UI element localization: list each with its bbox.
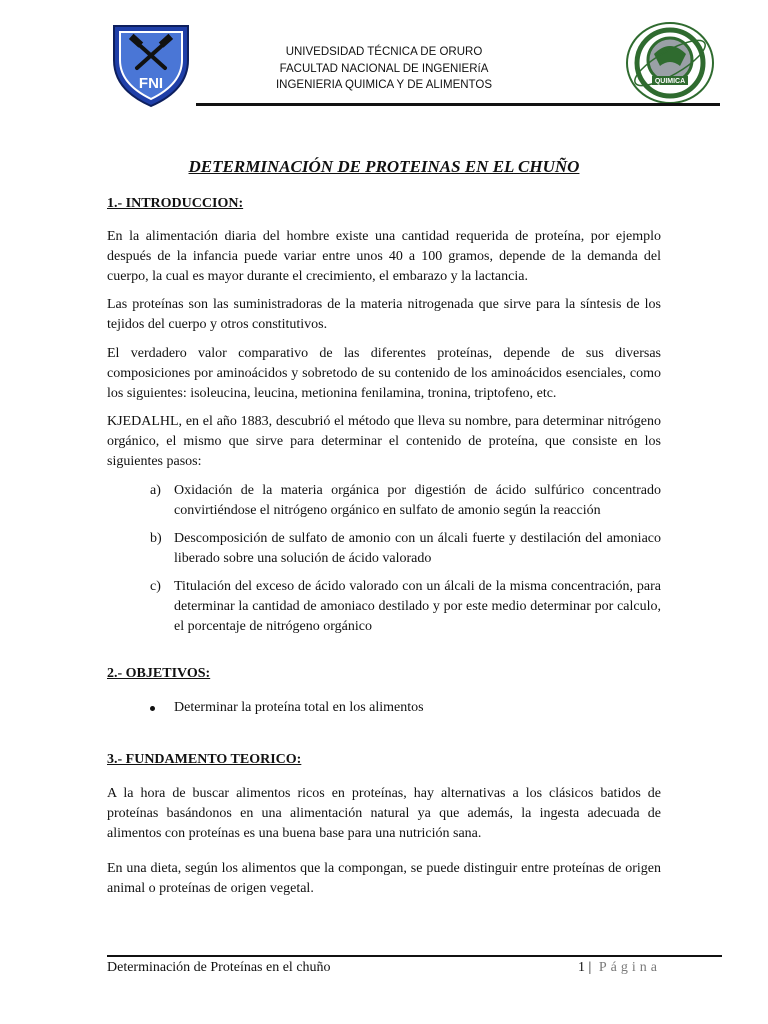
institution-header — [200, 44, 568, 94]
quimica-logo-text: QUIMICA — [654, 78, 686, 85]
step-marker: c) — [150, 579, 161, 594]
section-heading-introduccion: 1.- INTRODUCCION: — [107, 196, 244, 211]
document-title: DETERMINACIÓN DE PROTEINAS EN EL CHUÑO — [188, 157, 580, 176]
intro-paragraph-4: KJEDALHL, en el año 1883, descubrió el método que lleva su nombre, para determinar nitrógeno orgánico, el mismo que sirve para determinar el contenido de proteína, que consiste en los siguientes pasos: — [107, 414, 661, 469]
intro-paragraph-3: El verdadero valor comparativo de las diferentes proteínas, depende de sus diversas composiciones por aminoácidos y sobretodo de su contenido de los aminoácidos esenciales, como los siguientes: isoleucina, leucina, metionina fenilamina, tronina, triptofeno, etc. — [107, 346, 661, 401]
step-text: Titulación del exceso de ácido valorado con un álcali de la misma concentración, para determinar la cantidad de amoniaco destilado y por este medio determinar por calculo, el porcentaje de nitrógeno orgánico — [174, 579, 661, 634]
department-name: INGENIERIA QUIMICA Y DE ALIMENTOS — [275, 79, 492, 91]
fundamento-paragraph-2: En una dieta, según los alimentos que la compongan, se puede distinguir entre proteínas de origen animal o proteínas de origen vegetal. — [107, 861, 661, 896]
fundamento-paragraph-1: A la hora de buscar alimentos ricos en proteínas, hay alternativas a los clásicos batidos de proteínas basándonos en una alimentación natural ya que además, la ingesta adecuada de alimentos con proteínas es una buena base para una nutrición sana. — [107, 786, 661, 841]
fni-logo-text: FNI — [138, 75, 164, 92]
step-text: Descomposición de sulfato de amonio con un álcali fuerte y destilación del amoniaco liberado sobre una solución de ácido valorado — [174, 531, 661, 566]
footer-document-title: Determinación de Proteínas en el chuño — [107, 960, 331, 975]
step-marker: a) — [150, 483, 161, 498]
footer-page-info — [578, 960, 661, 976]
objective-item: Determinar la proteína total en los alimentos — [174, 700, 424, 715]
page-number: 1 — [578, 960, 585, 975]
footer-divider — [107, 955, 722, 957]
bullet-icon — [150, 706, 155, 711]
step-marker: b) — [150, 531, 162, 546]
fni-shield-logo — [110, 20, 192, 108]
intro-paragraph-2: Las proteínas son las suministradoras de la materia nitrogenada que sirve para la síntesis de los tejidos del cuerpo y otros constitutivos. — [107, 297, 661, 332]
header-divider — [196, 103, 720, 106]
page-label: Página — [598, 960, 661, 975]
intro-paragraph-1: En la alimentación diaria del hombre existe una cantidad requerida de proteína, por ejemplo después de la infancia puede variar entre unos 40 a 100 gramos, depende de la demanda del cuerpo, la cual es mayor durante el crecimiento, el embarazo y la lactancia. — [107, 229, 661, 284]
quimica-emblem-logo — [624, 20, 716, 106]
section-heading-objetivos: 2.- OBJETIVOS: — [107, 666, 211, 681]
faculty-name: FACULTAD NACIONAL DE INGENIERíA — [279, 62, 489, 75]
section-heading-fundamento: 3.- FUNDAMENTO TEORICO: — [107, 752, 302, 767]
university-name: UNIVEDSIDAD TÉCNICA DE ORURO — [285, 46, 483, 58]
step-text: Oxidación de la materia orgánica por digestión de ácido sulfúrico concentrado convirtiéndose el nitrógeno orgánico en sulfato de amonio según la reacción — [174, 483, 661, 518]
page-separator: | — [588, 960, 592, 975]
